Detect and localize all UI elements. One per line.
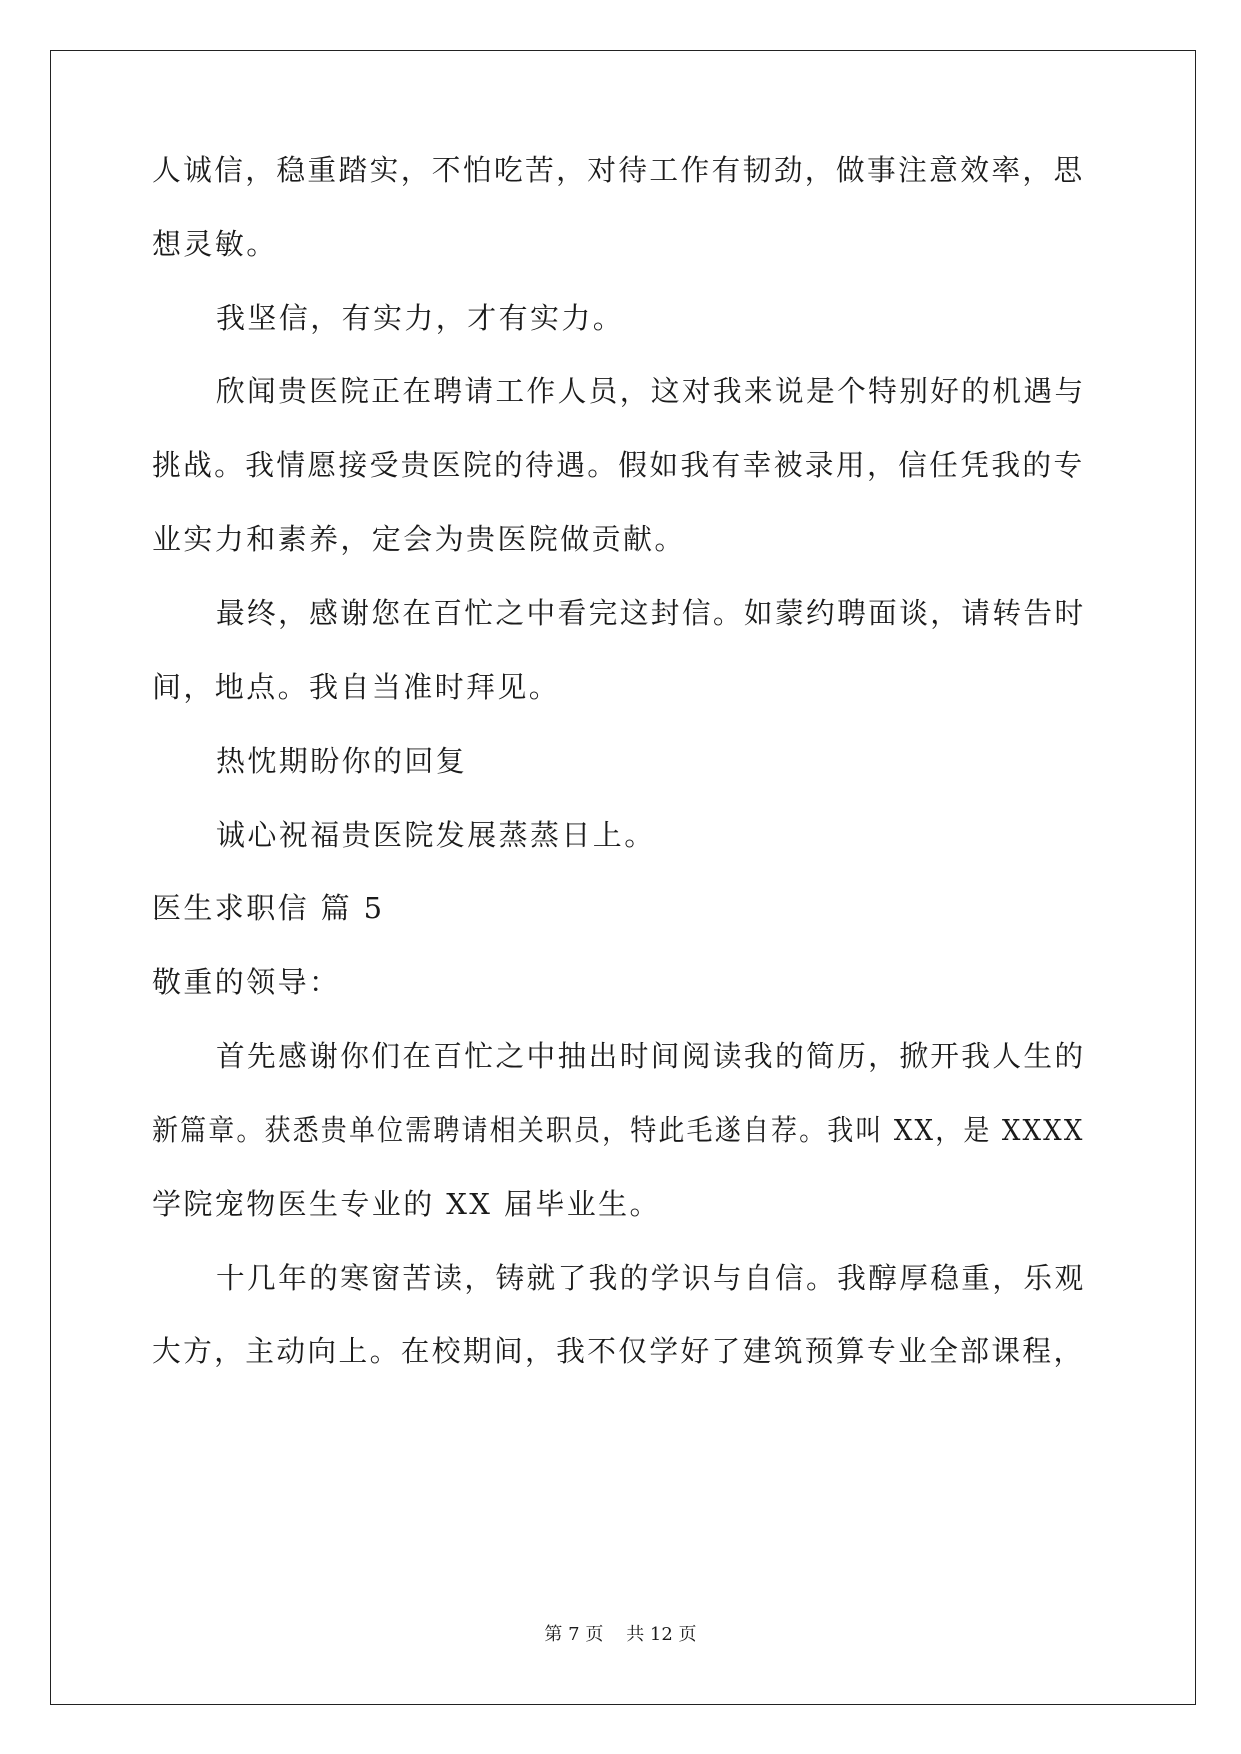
body-text-line: 间，地点。我自当准时拜见。	[152, 670, 561, 704]
body-text-line: 人诚信，稳重踏实，不怕吃苦，对待工作有韧劲，做事注意效率，思	[152, 153, 1085, 187]
body-text-line: 想灵敏。	[152, 227, 278, 261]
paragraph-line: 首先感谢你们在百忙之中抽出时间阅读我的简历，掀开我人生的	[216, 1039, 1086, 1073]
salutation: 敬重的领导：	[152, 965, 341, 999]
body-text-line: 新篇章。获悉贵单位需聘请相关职员，特此毛遂自荐。我叫 XX，是 XXXX	[152, 1113, 1085, 1147]
section-heading: 医生求职信 篇 5	[152, 891, 385, 925]
page-number-footer: 第 7 页 共 12 页	[544, 1624, 697, 1645]
paragraph-line: 热忱期盼你的回复	[216, 744, 468, 778]
body-text-line: 学院宠物医生专业的 XX 届毕业生。	[152, 1187, 661, 1221]
body-text-line: 挑战。我情愿接受贵医院的待遇。假如我有幸被录用，信任凭我的专	[152, 448, 1085, 482]
paragraph-line: 最终，感谢您在百忙之中看完这封信。如蒙约聘面谈，请转告时	[216, 596, 1086, 630]
paragraph-line: 我坚信，有实力，才有实力。	[216, 301, 625, 335]
paragraph-line: 十几年的寒窗苦读，铸就了我的学识与自信。我醇厚稳重，乐观	[216, 1261, 1086, 1295]
paragraph-line: 欣闻贵医院正在聘请工作人员，这对我来说是个特别好的机遇与	[216, 374, 1086, 408]
body-text-line: 大方，主动向上。在校期间，我不仅学好了建筑预算专业全部课程，	[152, 1334, 1085, 1368]
paragraph-line: 诚心祝福贵医院发展蒸蒸日上。	[216, 818, 656, 852]
body-text-line: 业实力和素养，定会为贵医院做贡献。	[152, 522, 686, 556]
